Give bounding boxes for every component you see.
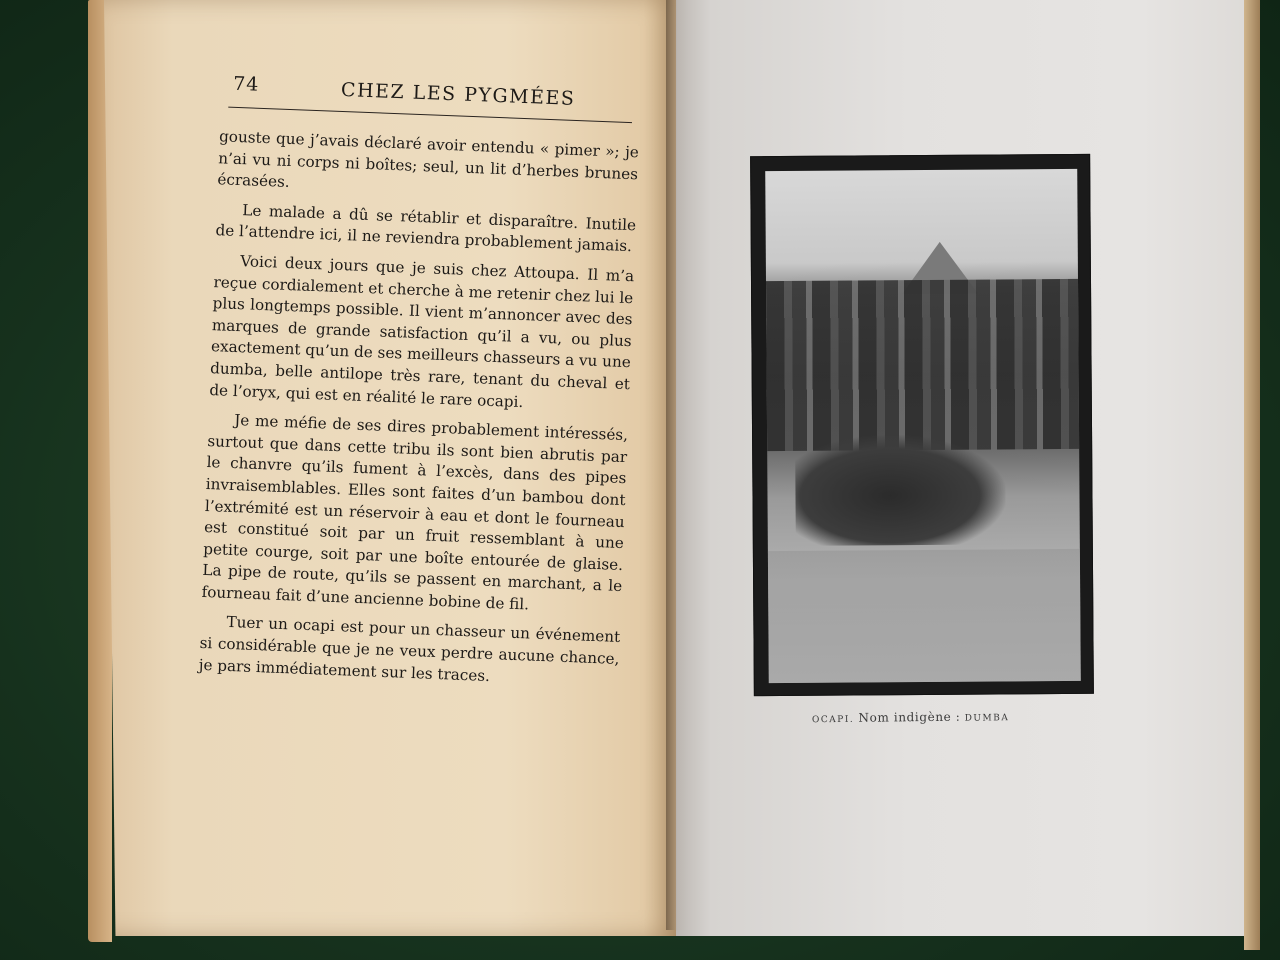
book-gutter — [666, 0, 688, 930]
okapi-photograph — [765, 169, 1081, 683]
book-page-edge — [1244, 0, 1260, 950]
caption-animal: OCAPI. — [811, 714, 855, 726]
paragraph: Voici deux jours que je suis chez Attoupa. Il m’a reçue cordialement et cherche à me retenir chez lui le plus longtemps possible. Il vient m’annoncer avec des marques de grande satisfaction qu’il a vu, ou plus exactement qu’un de ses meilleurs chasseurs a vu une dumba, belle antilope très rare, tenant du cheval et de l’oryx, qui est en réalité le rare ocapi. — [209, 252, 635, 411]
page-number: 74 — [232, 72, 260, 96]
paragraph: Je me méfie de ses dires probablement intéressés, surtout que dans cette tribu ils sont bien abrutis par le chanvre qu’ils fument à l’excès, dans des pipes invraisemblables. Elles sont faites d’un bambou dont l’extrémité est un réservoir à eau et dont le fourneau est constitué soit par un fruit ressemblant à une petite courge, soit par une boîte entourée de glaise. La pipe de route, qu’ils se passent en marchant, a le fourneau fait d’une ancienne bobine de fil. — [201, 411, 629, 614]
running-title: CHEZ LES PYGMÉES — [340, 78, 576, 110]
ground-shape — [768, 549, 1081, 683]
caption-text: Nom indigène : — [858, 709, 961, 725]
photo-caption — [812, 709, 1052, 726]
photo-plate — [750, 154, 1094, 696]
paragraph: Le malade a dû se rétablir et disparaître. Inutile de l’attendre ici, il ne reviendra probablement jamais. — [215, 200, 637, 256]
left-page-text — [86, 60, 649, 701]
okapi-shape — [795, 434, 1006, 545]
paragraph: gouste que j’avais déclaré avoir entendu « pimer »; je n’ai vu ni corps ni boîtes; seul, un lit d’herbes brunes écrasées. — [217, 127, 640, 192]
body-text — [198, 126, 639, 692]
caption-native-name: DUMBA — [964, 713, 1010, 724]
crowd-shape — [766, 279, 1079, 451]
paragraph: Tuer un ocapi est pour un chasseur un événement si considérable que je ne veux perdre aucune chance, je pars immédiatement sur les traces. — [198, 613, 621, 685]
